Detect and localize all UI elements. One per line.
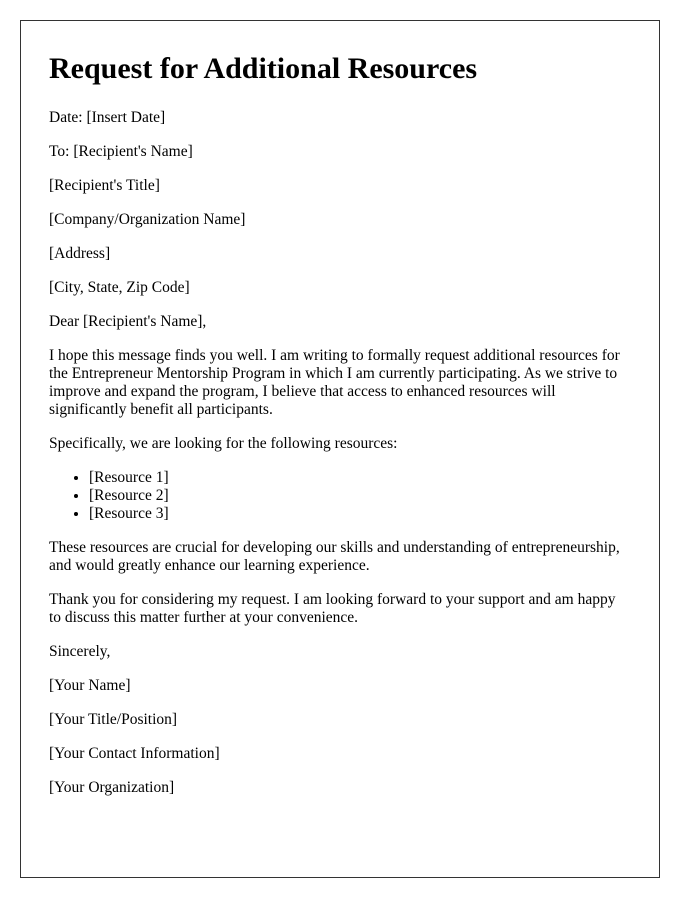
address: [Address] (49, 245, 111, 262)
company-name: [Company/Organization Name] (49, 211, 246, 228)
resource-item: • [Resource 2] (89, 487, 631, 505)
letter-page (20, 20, 660, 878)
resources-intro-paragraph: Specifically, we are looking for the following resources: (49, 435, 398, 452)
letter-title: Request for Additional Resources (49, 52, 478, 85)
thanks-paragraph: Thank you for considering my request. I am looking forward to your support and am happy to discuss this matter further at your convenience. (49, 591, 616, 626)
date-line: Date: [Insert Date] (49, 109, 166, 126)
recipient-title: [Recipient's Title] (49, 177, 160, 194)
sender-organization: [Your Organization] (49, 779, 175, 796)
resource-item: • [Resource 1] (89, 469, 631, 487)
city-state-zip: [City, State, Zip Code] (49, 279, 190, 296)
sender-title: [Your Title/Position] (49, 711, 178, 728)
recipient-name-line: To: [Recipient's Name] (49, 143, 193, 160)
salutation: Dear [Recipient's Name], (49, 313, 207, 330)
sender-contact: [Your Contact Information] (49, 745, 220, 762)
resource-list (49, 469, 631, 523)
resource-item: • [Resource 3] (89, 505, 631, 523)
intro-paragraph: I hope this message finds you well. I am writing to formally request additional resources for the Entrepreneur Mentorship Program in which I am currently participating. As we strive to improve and expand the program, I believe that access to enhanced resources will significantly benefit all participants. (49, 347, 620, 418)
closing: Sincerely, (49, 643, 111, 660)
sender-name: [Your Name] (49, 677, 131, 694)
crucial-paragraph: These resources are crucial for developing our skills and understanding of entrepreneurship, and would greatly enhance our learning experience. (49, 539, 620, 574)
